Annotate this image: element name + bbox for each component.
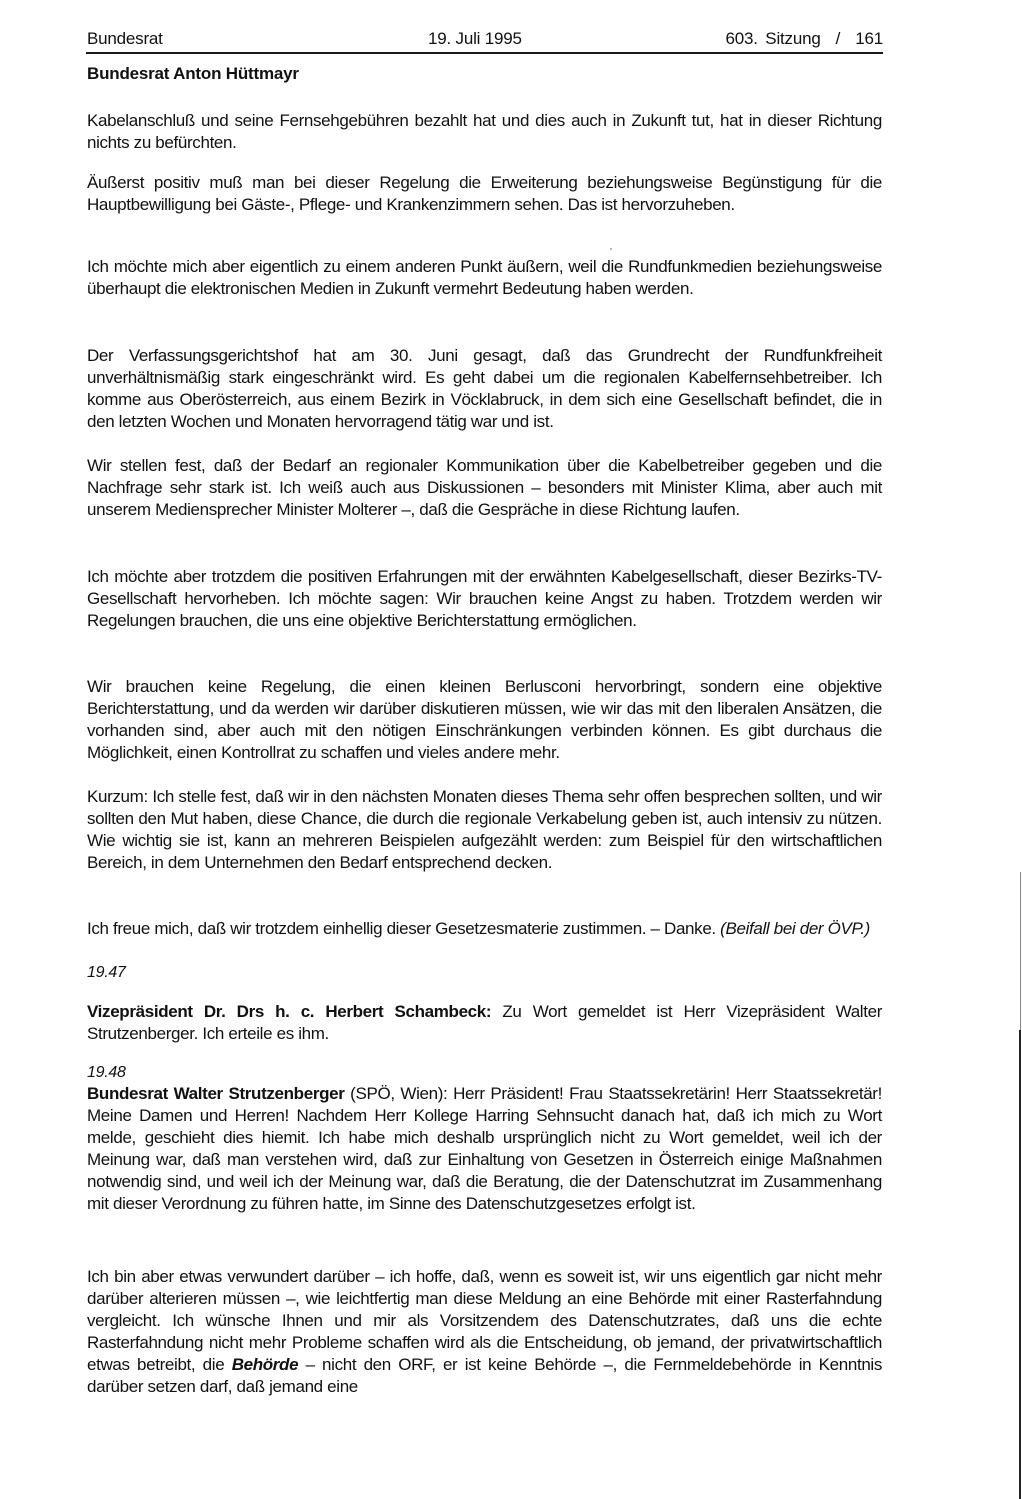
strutzenberger-paragraph-1 [87,1083,882,1215]
speaker-heading: Bundesrat Anton Hüttmayr [87,64,299,83]
applause-note: (Beifall bei der ÖVP.) [720,919,870,938]
scan-edge-line [1020,872,1021,1032]
timestamp-1948: 19.48 [87,1064,126,1081]
strutzenberger-speaker: Bundesrat Walter Strutzenberger [87,1084,345,1103]
closing-text: Ich freue mich, daß wir trotzdem einhellig dieser Gesetzesmaterie zustimmen. – Danke. [87,919,716,938]
para2-before: Ich bin aber etwas verwundert darüber – ich hoffe, daß, wenn es soweit ist, wir uns eigentlich gar nicht mehr darüber alterieren müssen –, wie leichtfertig man diese Meldung an eine Behörde mit einer Rasterfahndung vergleicht. Ich wünsche Ihnen und mir als Vorsitzendem des Datenschutzrates, daß uns die echte Rasterfahndung nicht mehr Probleme schaffen wird als die Entscheidung, ob jemand, der privatwirtschaftlich etwas betreibt, die [87,1267,882,1374]
paragraph-4: Der Verfassungsgerichtshof hat am 30. Juni gesagt, daß das Grundrecht der Rundfunkfreiheit unverhältnismäßig stark eingeschränkt wird. Es geht dabei um die regionalen Kabelfernsehbetreiber. Ich komme aus Oberösterreich, aus einem Bezirk in Vöcklabruck, in dem sich eine Gesellschaft befindet, die in den letzten Wochen und Monaten hervorragend tätig war und ist. [87,346,882,431]
paragraph-7: Wir brauchen keine Regelung, die einen kleinen Berlusconi hervorbringt, sondern eine objektive Berichterstattung, und da werden wir darüber diskutieren müssen, wie wir das mit den liberalen Ansätzen, die vorhanden sind, aber auch mit den nötigen Einschränkungen verbinden können. Es gibt durchaus die Möglichkeit, einen Kontrollrat zu schaffen und vieles andere mehr. [87,677,882,762]
vice-president-speaker: Vizepräsident Dr. Drs h. c. Herbert Schambeck: [87,1002,492,1021]
header-date: 19. Juli 1995 [428,29,522,48]
paragraph-5: Wir stellen fest, daß der Bedarf an regionaler Kommunikation über die Kabelbetreiber gegeben und die Nachfrage sehr stark ist. Ich weiß auch aus Diskussionen – besonders mit Minister Klima, aber auch mit unserem Mediensprecher Minister Molterer –, daß die Gespräche in diese Richtung laufen. [87,456,882,519]
strutzenberger-affiliation: (SPÖ, Wien): [350,1084,448,1103]
scan-speck [610,248,612,250]
closing-paragraph [87,918,882,940]
vice-president-text: Zu Wort gemeldet ist Herr Vizepräsident Walter Strutzenberger. Ich erteile es ihm. [87,1002,883,1043]
paragraph-6: Ich möchte aber trotzdem die positiven Erfahrungen mit der erwähnten Kabelgesellschaft, dieser Bezirks-TV-Gesellschaft hervorheben. Ich möchte sagen: Wir brauchen keine Angst zu haben. Trotzdem werden wir Regelungen brauchen, die uns eine objektive Berichterstattung ermöglichen. [87,567,882,630]
vice-president-paragraph [87,1001,882,1045]
header-rule [86,52,883,54]
paragraph-1: Kabelanschluß und seine Fernsehgebühren bezahlt hat und dies auch in Zukunft tut, hat in dieser Richtung nichts zu befürchten. [87,111,882,152]
strutzenberger-text: Herr Präsident! Frau Staatssekretärin! Herr Staatssekretär! Meine Damen und Herren! Nachdem Herr Kollege Harring Sehnsucht danach hat, daß ich mich zu Wort melde, geschieht dies hiemit. Ich habe mich deshalb ursprünglich nicht zu Wort gemeldet, weil ich der Meinung war, daß man verstehen wird, daß zur Einhaltung von Gesetzen in Österreich einige Maßnahmen notwendig sind, und weil ich der Meinung war, daß die Beratung, die der Datenschutzrat im Zusammenhang mit dieser Verordnung zu führen hatte, im Sinne des Datenschutzgesetzes erfolgt ist. [87,1084,882,1213]
para2-after: – nicht den ORF, er ist keine Behörde –, die Fernmeldebehörde in Kenntnis darüber setzen darf, daß jemand eine [87,1355,883,1396]
scan-edge-line [1019,1030,1021,1499]
strutzenberger-paragraph-2 [87,1266,882,1398]
timestamp-1947: 19.47 [87,964,126,981]
header-chamber: Bundesrat [87,29,163,48]
paragraph-3: Ich möchte mich aber eigentlich zu einem anderen Punkt äußern, weil die Rundfunkmedien beziehungsweise überhaupt die elektronischen Medien in Zukunft vermehrt Bedeutung haben werden. [87,257,882,298]
header-session-page: 603. Sitzung / 161 [725,29,883,48]
paragraph-8: Kurzum: Ich stelle fest, daß wir in den nächsten Monaten dieses Thema sehr offen besprechen sollten, und wir sollten den Mut haben, diese Chance, die durch die regionale Verkabelung geben ist, auch intensiv zu nützen. Wie wichtig sie ist, kann an mehreren Beispielen aufgezählt werden: zum Beispiel für den wirtschaftlichen Bereich, in dem Unternehmen den Bedarf entsprechend decken. [87,787,882,872]
paragraph-2: Äußerst positiv muß man bei dieser Regelung die Erweiterung beziehungsweise Begünstigung für die Hauptbewilligung bei Gäste-, Pflege- und Krankenzimmern sehen. Das ist hervorzuheben. [87,173,882,214]
para2-emphasis: Behörde [231,1355,299,1374]
